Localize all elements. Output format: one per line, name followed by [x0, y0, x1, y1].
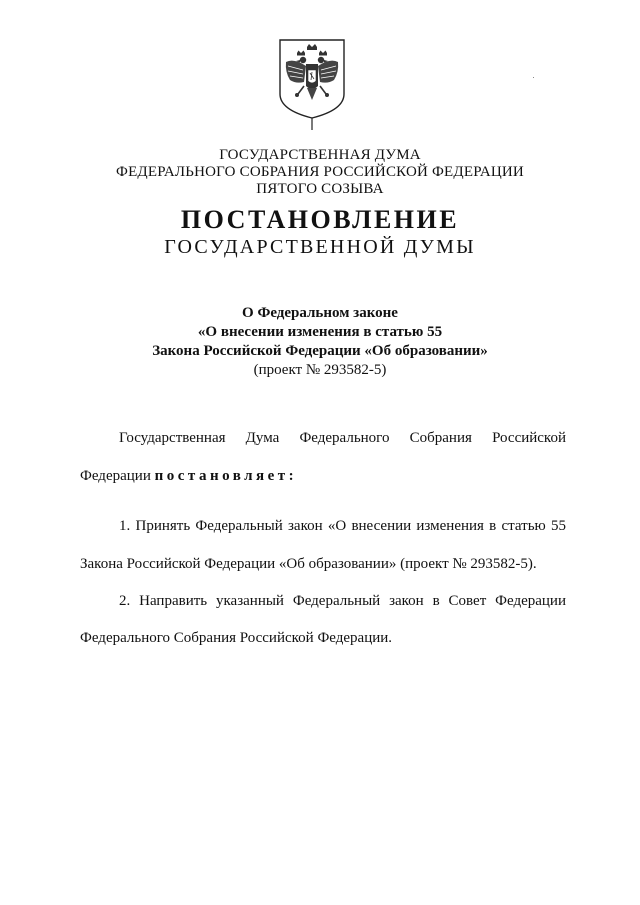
- preamble-line-1: Государственная Дума Федерального Собрания Российской: [119, 430, 566, 446]
- item-2-line-1: 2. Направить указанный Федеральный закон в Совет Федерации: [119, 593, 566, 609]
- subject-line-1: О Федеральном законе: [242, 305, 398, 321]
- item-1-line-1: 1. Принять Федеральный закон «О внесении изменения в статью 55: [119, 518, 566, 534]
- preamble-line-2-start: Федерации: [80, 468, 151, 484]
- header-line-2: ФЕДЕРАЛЬНОГО СОБРАНИЯ РОССИЙСКОЙ ФЕДЕРАЦИИ: [116, 164, 524, 180]
- header-line-1: ГОСУДАРСТВЕННАЯ ДУМА: [219, 147, 421, 163]
- preamble-line-2: [80, 468, 566, 485]
- item-1-line-2: Закона Российской Федерации «Об образовании» (проект № 293582-5).: [80, 556, 537, 572]
- header-line-3: ПЯТОГО СОЗЫВА: [256, 181, 384, 197]
- item-2-line-2: Федерального Собрания Российской Федерации.: [80, 630, 393, 646]
- subject-line-2: «О внесении изменения в статью 55: [197, 324, 443, 340]
- scan-speck: [533, 77, 534, 78]
- preamble-verb: постановляет:: [154, 468, 298, 484]
- subject-line-3: Закона Российской Федерации «Об образовании»: [152, 343, 488, 359]
- document-issuer-title: ГОСУДАРСТВЕННОЙ ДУМЫ: [164, 236, 476, 258]
- subject-bill-number: (проект № 293582-5): [253, 362, 387, 378]
- document-type-title: ПОСТАНОВЛЕНИЕ: [180, 205, 460, 234]
- coat-of-arms-icon: [276, 36, 348, 132]
